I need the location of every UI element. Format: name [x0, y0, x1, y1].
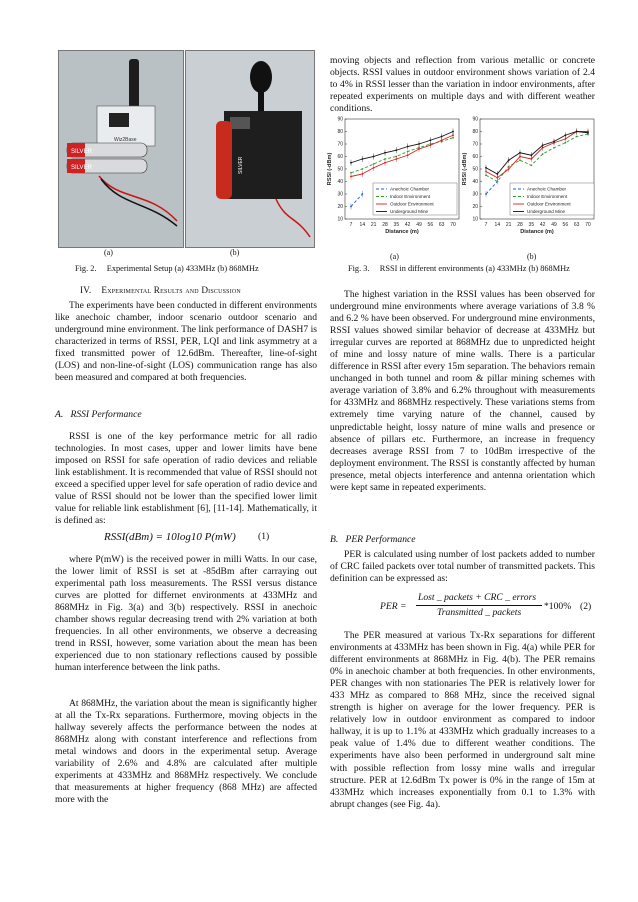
eq2-denominator: Transmitted _ packets — [437, 607, 522, 618]
data-point — [485, 193, 487, 195]
fig3-label-a: (a) — [390, 252, 399, 261]
x-tick-label: 14 — [494, 222, 501, 228]
series-line — [351, 194, 362, 207]
y-tick-label: 90 — [472, 116, 478, 123]
data-point — [508, 159, 510, 161]
subsection-b-p2-wrap — [330, 630, 595, 811]
eq2-lhs: PER = — [380, 601, 407, 612]
series-line — [351, 138, 453, 173]
fig2-label-a: (a) — [104, 248, 113, 257]
photo-868mhz-setup — [185, 50, 315, 248]
data-point — [496, 177, 498, 179]
data-point — [361, 173, 363, 175]
data-point — [350, 172, 352, 174]
legend-entry: Outdoor Environment — [527, 201, 571, 207]
data-point — [564, 138, 566, 140]
antenna-icon — [250, 61, 272, 93]
data-point — [441, 139, 443, 141]
legend-entry: Underground Mine — [527, 209, 566, 215]
subsection-a-paragraph-1: RSSI is one of the key performance metric for all radio technologies. In most cases, upper and lower limits have bene imposed on RSSI for safe operation of radio devices and reliable link establishment. It is recommended that value of RSSI should not exceed a specified upper level for safe operation of radio device and value of RSSI should not be lower than the specified lower limit value for reliable link establishment [6], [11-14]. Mathematically, it is defined as: — [55, 431, 317, 527]
x-tick-label: 42 — [539, 222, 546, 228]
data-point — [361, 193, 363, 195]
data-point — [530, 154, 532, 156]
y-tick-label: 40 — [472, 179, 478, 186]
x-tick-label: 35 — [393, 222, 400, 228]
data-point — [485, 171, 487, 173]
x-tick-label: 42 — [404, 222, 411, 228]
subsection-a-heading: A. RSSI Performance — [55, 409, 142, 420]
right-top-wrap — [330, 55, 595, 115]
legend-entry: Anechoic Chamber — [390, 186, 430, 192]
eq2-number: (2) — [580, 601, 592, 612]
chart-rssi-868mhz — [460, 115, 600, 239]
equation-2 — [380, 592, 600, 622]
svg-text:Wiz2Base: Wiz2Base — [114, 137, 137, 143]
subsection-a-p3-wrap — [55, 698, 317, 806]
fig2-label-b: (b) — [230, 248, 240, 257]
fig3-caption: Fig. 3. RSSI in different environments (a) 433MHz (b) 868MHz — [348, 264, 570, 273]
data-point — [576, 136, 578, 138]
x-tick-label: 21 — [370, 222, 377, 228]
legend-entry: Outdoor Environment — [390, 201, 434, 207]
data-point — [407, 146, 409, 148]
y-axis-label: RSSI (-dBm) — [462, 152, 468, 186]
subsection-b-p1-wrap — [330, 549, 595, 585]
data-point — [361, 158, 363, 160]
right-mine-wrap — [330, 289, 595, 494]
legend-entry: Indoor Environment — [390, 194, 431, 200]
y-tick-label: 30 — [472, 191, 478, 198]
y-axis-label: RSSI (-dBm) — [327, 152, 333, 186]
data-point — [519, 156, 521, 158]
section-iv-heading: IV. Experimental Results and Discussion — [80, 285, 241, 295]
series-line — [351, 135, 453, 176]
eq2-rhs: *100% — [544, 601, 572, 612]
x-tick-label: 21 — [505, 222, 512, 228]
data-point — [452, 134, 454, 136]
x-tick-label: 56 — [562, 222, 569, 228]
data-point — [350, 162, 352, 164]
data-point — [530, 164, 532, 166]
x-tick-label: 14 — [359, 222, 366, 228]
data-point — [564, 134, 566, 136]
chart-868mhz-svg — [460, 115, 600, 239]
subsection-a-paragraph-3: At 868MHz, the variation about the mean is significantly higher at all the Tx-Rx separations. Furthermore, moving objects in the hallway severely affects the performance between the nodes at 868MHz along with constant interference and reflections from metal windows and doors in the experimental setup. Average variability of 2.6% and 4.8% are calculated after multiple experiments at 433MHz and 868MHz respectively. We conclude that measurements at higher frequency (868 MHz) are affected more with the — [55, 698, 317, 806]
data-point — [508, 168, 510, 170]
data-point — [373, 156, 375, 158]
data-point — [441, 136, 443, 138]
y-tick-label: 60 — [337, 154, 343, 161]
x-tick-label: 56 — [427, 222, 434, 228]
data-point — [373, 163, 375, 165]
x-tick-label: 49 — [551, 222, 557, 228]
chart-rssi-433mhz — [325, 115, 465, 239]
figure-2-photos — [58, 50, 313, 246]
data-point — [384, 158, 386, 160]
data-point — [407, 154, 409, 156]
data-point — [407, 151, 409, 153]
y-tick-label: 10 — [472, 216, 478, 223]
y-tick-label: 80 — [472, 129, 478, 136]
right-top-paragraph: moving objects and reflection from various metallic or concrete objects. RSSI values in outdoor environment shows variation of 2.4 to 4% in RSSI lesser than the variation in indoor environments, after repeated experiments on multiple days and with different weather conditions. — [330, 55, 595, 115]
chart-433mhz-svg — [325, 115, 465, 239]
x-tick-label: 35 — [528, 222, 535, 228]
svg-text:SILVER: SILVER — [71, 165, 92, 171]
data-point — [418, 148, 420, 150]
photo-433mhz-setup — [58, 50, 184, 248]
data-point — [587, 132, 589, 134]
eq2-fraction-bar — [416, 605, 542, 606]
subsection-a-paragraph-2: where P(mW) is the received power in milli Watts. In our case, the lower limit of RSSI is set at -85dBm after carraying out experimental path loss measurements. The RSSI versus distance curves are plotted for differnet environments at 433MHz and 868MHz in Fig. 3(a) and 3(b) respectively. RSSI in anechoic chamber shows regular decreasing trend with 2% variation at both frequencies. In all other environments, we observe a decreasing trend in RSSI, however, some variation about the mean has been experienced due to non stationary reflections caused by possible human interference between the link paths. — [55, 554, 317, 674]
data-point — [395, 158, 397, 160]
x-tick-label: 7 — [349, 222, 353, 228]
eq2-numerator: Lost _ packets + CRC _ errors — [418, 592, 537, 603]
y-tick-label: 70 — [337, 141, 343, 148]
data-point — [350, 176, 352, 178]
right-mine-paragraph: The highest variation in the RSSI values has been observed for underground mine environments where average variations of 3.8 % and 6.2 % have been observed. For underground mine environments, RSSI values showed similar behavior of decrease at 433MHz but irregular curves are reported at 868MHz due to unpredicted height of mine and lossy nature of mine walls. There is a particular difference in RSSI after every 15m separation. The behaviors remain unchanged in both tunnel and room & pillar mining schemes with average variation of 3.8% and 6.2% throughout with measurements for 433MHz and 868MHz respectively. These variations stems from extremely time varying nature of the channel, caused by unpredictable height, lossy nature of mine walls and presence or absence of pillars etc. Furthermore, an increase in frequency decreases average RSSI from 7 to 10dBm irrespective of the deployment environment. The RSSI is constantly affected by human presence, metal objects interference and antenna orientation which were kept same in repeated experiments. — [330, 289, 595, 493]
subsection-a-p2-wrap — [55, 554, 317, 674]
fig2-caption: Fig. 2. Experimental Setup (a) 433MHz (b) 868MHz — [75, 264, 259, 273]
data-point — [496, 173, 498, 175]
subsection-b-paragraph-2: The PER measured at various Tx-Rx separations for different environments at 433MHz has been shown in Fig. 4(a) while PER for different environments at 868MHz in Fig. 4(b). The PER remains 0% in anechoic chamber at both frequencies. In other environments, PER changes with non stationaries The PER is relatively lower for 433 MHz as compared to 868 MHz, since the received signal strength is higher on average for the lower frequency. PER is relatively low in outdoor environment as compared to indoor hallway, it is up to 1.1% at 433MHz which gradually increases to a peak value of 1.4% due to different weather conditions. The experiments have also been performed in underground salt mine with possible reflection from lossy mine walls and irregular structure. PER at 12.6dBm Tx power is 0% in the range of 15m at 433MHz which increases exponentially from 0.1 to 1.3% with abrupt changes (see Fig. 4a). — [330, 630, 595, 810]
battery-icon — [216, 121, 232, 199]
data-point — [542, 144, 544, 146]
series-line — [486, 182, 497, 195]
x-tick-label: 28 — [517, 222, 523, 228]
equation-1-number: (1) — [258, 531, 270, 542]
data-point — [485, 167, 487, 169]
fig3-label-b: (b) — [527, 252, 537, 261]
y-tick-label: 80 — [337, 129, 343, 136]
left-column — [55, 300, 317, 384]
y-tick-label: 50 — [337, 166, 343, 173]
data-point — [553, 147, 555, 149]
x-tick-label: 28 — [382, 222, 388, 228]
data-point — [361, 168, 363, 170]
data-point — [564, 142, 566, 144]
subsection-b-paragraph-1: PER is calculated using number of lost packets added to number of CRC failed packets over total number of transmitted packets. This definition can be expressed as: — [330, 549, 595, 585]
x-axis-label: Distance (m) — [385, 229, 419, 235]
subsection-a-p1-wrap — [55, 431, 317, 527]
y-tick-label: 20 — [472, 204, 478, 211]
data-point — [519, 159, 521, 161]
data-point — [373, 167, 375, 169]
data-point — [452, 131, 454, 133]
data-point — [553, 141, 555, 143]
y-tick-label: 40 — [337, 179, 343, 186]
x-tick-label: 70 — [585, 222, 591, 228]
data-point — [350, 206, 352, 208]
x-axis-label: Distance (m) — [520, 229, 554, 235]
data-point — [485, 174, 487, 176]
x-tick-label: 70 — [450, 222, 456, 228]
svg-text:SILVER: SILVER — [71, 149, 92, 155]
data-point — [384, 162, 386, 164]
x-tick-label: 49 — [416, 222, 422, 228]
y-tick-label: 90 — [337, 116, 343, 123]
data-point — [395, 149, 397, 151]
section-iv-intro: The experiments have been conducted in different environments like anechoic chamber, indoor scenario outdoor scenario and underground mine environment. The link performance of DASH7 is characterized in terms of RSSI, PER, LQI and link asymmetry at a fixed transmitted power of 12.6dBm. Thereafter, line-of-sight (LOS) and non-line-of-sight (LOS) communication range has also been measured and compared at both frequencies. — [55, 300, 317, 384]
data-point — [530, 158, 532, 160]
y-tick-label: 10 — [337, 216, 343, 223]
data-point — [384, 152, 386, 154]
x-tick-label: 63 — [573, 222, 580, 228]
series-line — [351, 132, 453, 163]
data-point — [542, 153, 544, 155]
data-point — [496, 181, 498, 183]
y-tick-label: 30 — [337, 191, 343, 198]
x-tick-label: 7 — [484, 222, 488, 228]
data-point — [429, 139, 431, 141]
equation-1: RSSI(dBm) = 10log10 P(mW) — [104, 531, 236, 543]
data-point — [429, 144, 431, 146]
y-tick-label: 70 — [472, 141, 478, 148]
y-tick-label: 50 — [472, 166, 478, 173]
legend-entry: Underground Mine — [390, 209, 429, 215]
subsection-b-heading: B. PER Performance — [330, 534, 416, 545]
x-tick-label: 63 — [438, 222, 445, 228]
photo-868mhz-drawing — [186, 51, 314, 247]
data-point — [576, 131, 578, 133]
legend-entry: Indoor Environment — [527, 194, 568, 200]
data-point — [519, 152, 521, 154]
y-tick-label: 20 — [337, 204, 343, 211]
y-tick-label: 60 — [472, 154, 478, 161]
photo-433mhz-drawing — [59, 51, 183, 247]
legend-entry: Anechoic Chamber — [527, 186, 567, 192]
data-point — [418, 143, 420, 145]
svg-text:SILVER: SILVER — [238, 156, 244, 174]
